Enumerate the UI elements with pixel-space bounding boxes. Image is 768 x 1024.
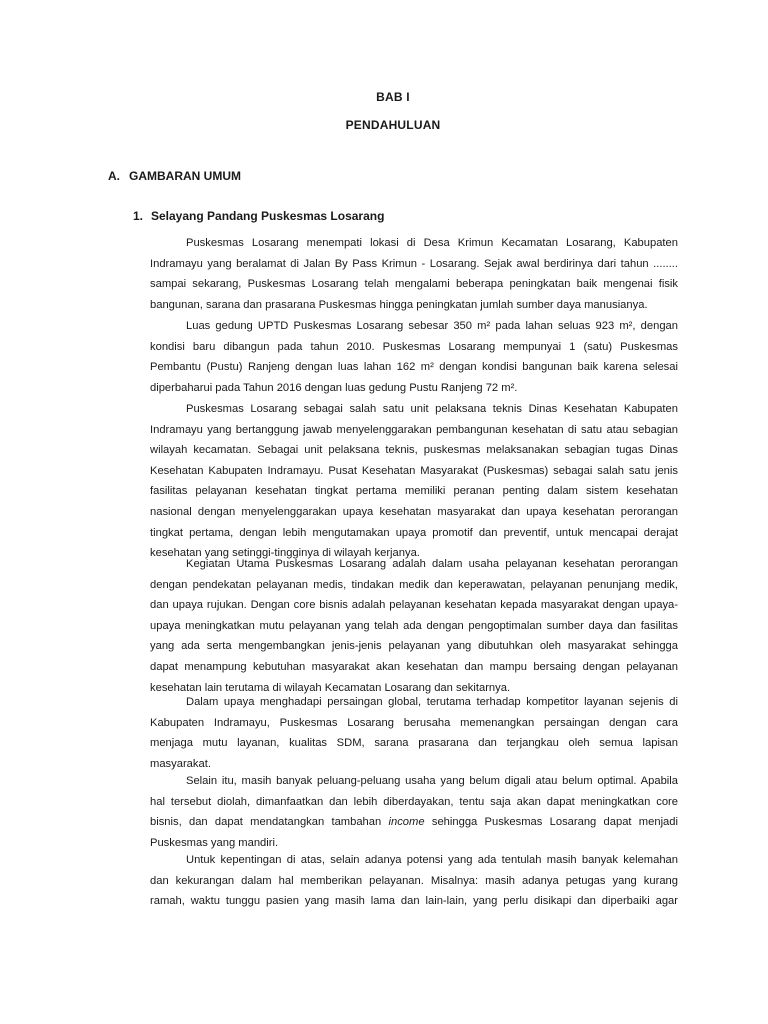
paragraph-5 [150,692,678,774]
paragraph-line: diperbaharui pada Tahun 2016 dengan luas gedung Pustu Ranjeng 72 m². [150,381,518,394]
paragraph-line: Kabupaten Indramayu, Puskesmas Losarang berusaha memenangkan persaingan dengan cara [150,716,678,729]
paragraph-line: bisnis, dan dapat mendatangkan tambahan income sehingga Puskesmas Losarang dapat menjadi [150,816,678,829]
chapter-number: BAB I [376,90,410,104]
paragraph-line: bangunan, sarana dan prasarana Puskesmas hingga peningkatan jumlah sumber daya manusianya. [150,298,648,311]
paragraph-line: upaya meningkatkan mutu pelayanan yang telah ada dengan pengoptimalan sumber daya dan fasilitas [150,619,678,632]
paragraph-line: Puskesmas yang mandiri. [150,836,279,849]
paragraph-line: Untuk kepentingan di atas, selain adanya potensi yang ada tentulah masih banyak kelemahan [186,854,678,866]
paragraph-1 [150,233,678,315]
section-label: A. [108,169,120,183]
paragraph-line: Indramayu yang beralamat di Jalan By Pass Krimun - Losarang. Sejak awal berdirinya dari tahun ........ [150,257,678,270]
paragraph-line: Dalam upaya menghadapi persaingan global, terutama terhadap kompetitor layanan sejenis di [186,696,678,708]
paragraph-2 [150,316,678,398]
paragraph-line: ramah, waktu tunggu pasien yang masih lama dan lain-lain, yang perlu disikapi dan diperbaiki agar [150,895,678,908]
paragraph-line: fasilitas pelayanan kesehatan tingkat pertama memiliki peranan penting dalam sistem kesehatan [150,485,678,498]
paragraph-line: dan upaya rujukan. Dengan core bisnis adalah pelayanan kesehatan kepada masyarakat dengan upaya- [150,599,678,612]
paragraph-line: Puskesmas Losarang menempati lokasi di Desa Krimun Kecamatan Losarang, Kabupaten [186,237,678,249]
paragraph-line: wilayah kecamatan. Sebagai unit pelaksana teknis, puskesmas melaksanakan sebagian tugas Dinas [150,444,678,457]
paragraph-line: hal tersebut diolah, dimanfaatkan dan lebih diberdayakan, tentu saja akan dapat meningkatkan core [150,795,678,808]
paragraph-line: Selain itu, masih banyak peluang-peluang usaha yang belum digali atau belum optimal. Apabila [186,775,678,787]
paragraph-line: nasional dengan menyelenggarakan upaya kesehatan masyarakat dan upaya kesehatan perorangan [150,505,678,518]
section-heading [108,169,241,183]
paragraph-3 [150,399,678,564]
paragraph-line: dapat menampung kebutuhan masyarakat akan kesehatan dan mampu bersaing dengan pelayanan [150,660,678,673]
paragraph-line: tingkat pertama, dengan lebih mengutamakan upaya promotif dan preventif, untuk mencapai derajat [150,526,678,539]
paragraph-line: Puskesmas Losarang sebagai salah satu unit pelaksana teknis Dinas Kesehatan Kabupaten [186,403,678,415]
paragraph-line: kesehatan lain terutama di wilayah Kecamatan Losarang dan sekitarnya. [150,681,511,694]
paragraph-line: Kegiatan Utama Puskesmas Losarang adalah dalam usaha pelayanan kesehatan perorangan [186,558,678,570]
paragraph-line: dan kekurangan dalam hal memberikan pelayanan. Misalnya: masih adanya petugas yang kurang [150,874,678,887]
paragraph-line: masyarakat. [150,757,211,770]
subsection-title: Selayang Pandang Puskesmas Losarang [151,209,385,223]
paragraph-line: Kesehatan Kabupaten Indramayu. Pusat Kesehatan Masyarakat (Puskesmas) sebagai salah satu jenis [150,464,678,477]
paragraph-line: menjaga mutu layanan, kualitas SDM, sarana prasarana dan terjangkau oleh semua lapisan [150,737,678,750]
section-title: GAMBARAN UMUM [129,169,241,183]
paragraph-line: kesehatan yang setinggi-tingginya di wilayah kerjanya. [150,547,420,560]
paragraph-line: kondisi baru dibangun pada tahun 2010. Puskesmas Losarang mempunyai 1 (satu) Puskesmas [150,340,678,353]
subsection-heading [133,209,384,223]
paragraph-line: Indramayu yang bertanggung jawab menyelenggarakan pembangunan kesehatan di satu atau sebagian [150,423,678,436]
paragraph-line: Pembantu (Pustu) Ranjeng dengan luas lahan 162 m² dengan kondisi bangunan baik karena selesai [150,361,678,374]
paragraph-4 [150,554,678,698]
paragraph-6 [150,771,678,853]
paragraph-line: dengan pendekatan pelayanan medis, tindakan medik dan keperawatan, pelayanan penunjang medik, [150,578,678,591]
paragraph-line: Luas gedung UPTD Puskesmas Losarang sebesar 350 m² pada lahan seluas 923 m², dengan [186,320,678,332]
paragraph-line: sampai sekarang, Puskesmas Losarang telah mengalami beberapa peningkatan baik mengenai fisik [150,278,678,291]
paragraph-line: yang ada serta mengembangkan jenis-jenis pelayanan yang dibutuhkan oleh masyarakat sehingga [150,640,678,653]
paragraph-7 [150,850,678,912]
chapter-title: PENDAHULUAN [345,118,441,132]
subsection-number: 1. [133,209,144,223]
